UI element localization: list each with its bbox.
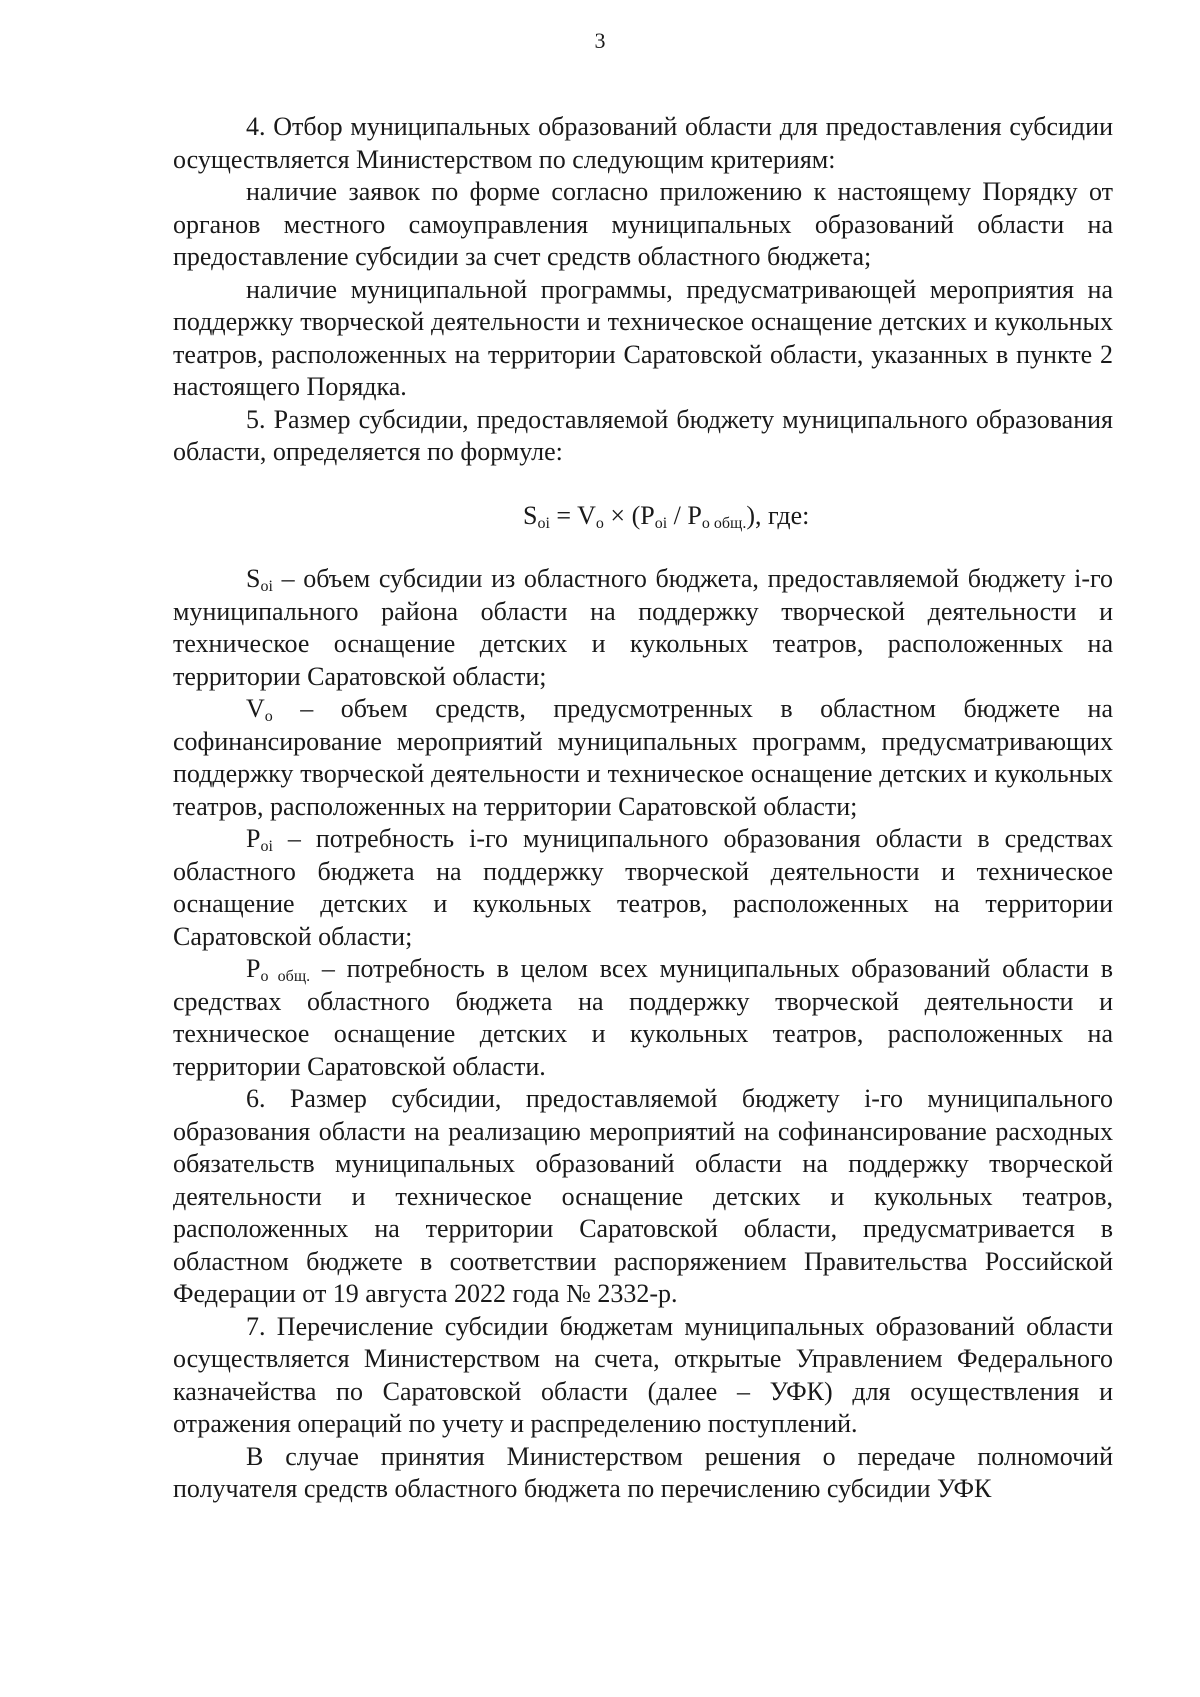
symbol-p-total-sub: o общ. (260, 968, 311, 985)
paragraph-7: 7. Перечисление субсидии бюджетам муниципальных образований области осуществляется Министерством на счета, открытые Управлением Федерального казначейства по Саратовской области (далее – УФК) для осуществления и отражения операций по учету и распределению поступлений. (173, 1311, 1113, 1438)
formula-p-sub: oi (654, 514, 668, 532)
formula-times: × ( (603, 500, 641, 530)
criterion-program: наличие муниципальной программы, предусматривающей мероприятия на поддержку творческой деятельности и техническое оснащение детских и кукольных театров, расположенных на территории Саратовской области, указанных в пункте 2 настоящего Порядка. (173, 274, 1113, 401)
symbol-p: P (246, 824, 261, 853)
definition-p-total-text: – потребность в целом всех муниципальных образований области в средствах областного бюджета на поддержку творческой деятельности и техническое оснащение детских и кукольных театров, расположенных на территории Саратовской области. (173, 954, 1114, 1081)
subsidy-formula (173, 500, 1113, 533)
paragraph-6: 6. Размер субсидии, предоставляемой бюджету i-го муниципального образования области на реализацию мероприятий на софинансирование расходных обязательств муниципальных образований области на поддержку творческой деятельности и техническое оснащение детских и кукольных театров, расположенных на территории Саратовской области, предусматривается в областном бюджете в соответствии распоряжением Правительства Российской Федерации от 19 августа 2022 года № 2332-р. (173, 1084, 1113, 1308)
paragraph-7-continuation: В случае принятия Министерством решения о передаче полномочий получателя средств областного бюджета по перечислению субсидии УФК (173, 1441, 1113, 1503)
symbol-p-total: P (246, 954, 261, 983)
formula-s: S (523, 500, 538, 530)
symbol-p-sub: oi (260, 838, 273, 855)
paragraph-4: 4. Отбор муниципальных образований области для предоставления субсидии осуществляется Министерством по следующим критериям: (173, 112, 1113, 174)
criterion-applications: наличие заявок по форме согласно приложению к настоящему Порядку от органов местного самоуправления муниципальных образований области на предоставление субсидии за счет средств областного бюджета; (173, 177, 1113, 271)
definition-p-total (173, 953, 1113, 1083)
formula-s-sub: oi (537, 514, 550, 532)
formula-eq: = (549, 500, 578, 530)
document-body (173, 111, 1113, 1506)
definition-p-text: – потребность i-го муниципального образования области в средствах областного бюджета на поддержку творческой деятельности и техническое оснащение детских и кукольных театров, расположенных на территории Саратовской области; (173, 824, 1113, 951)
formula-p: P (640, 500, 655, 530)
formula-p2: P (687, 500, 702, 530)
formula-tail: ), где: (746, 500, 810, 530)
definition-v (173, 693, 1113, 823)
formula-v-sub: o (595, 514, 604, 532)
definition-s (173, 563, 1113, 693)
symbol-s: S (246, 564, 261, 593)
definition-p (173, 823, 1113, 953)
page-number: 3 (594, 28, 606, 53)
paragraph-5: 5. Размер субсидии, предоставляемой бюджету муниципального образования области, определяется по формуле: (173, 404, 1113, 466)
symbol-v-sub: o (264, 708, 273, 725)
formula-div: / (667, 500, 688, 530)
symbol-v: V (246, 694, 265, 723)
formula-v: V (577, 500, 596, 530)
formula-p2-sub: o общ. (701, 514, 747, 532)
definition-s-text: – объем субсидии из областного бюджета, предоставляемой бюджету i-го муниципального района области на поддержку творческой деятельности и техническое оснащение детских и кукольных театров, расположенных на территории Саратовской области; (173, 564, 1114, 691)
definition-v-text: – объем средств, предусмотренных в областном бюджете на софинансирование мероприятий муниципальных программ, предусматривающих поддержку творческой деятельности и техническое оснащение детских и кукольных театров, расположенных на территории Саратовской области; (173, 694, 1113, 821)
symbol-s-sub: oi (260, 578, 273, 595)
